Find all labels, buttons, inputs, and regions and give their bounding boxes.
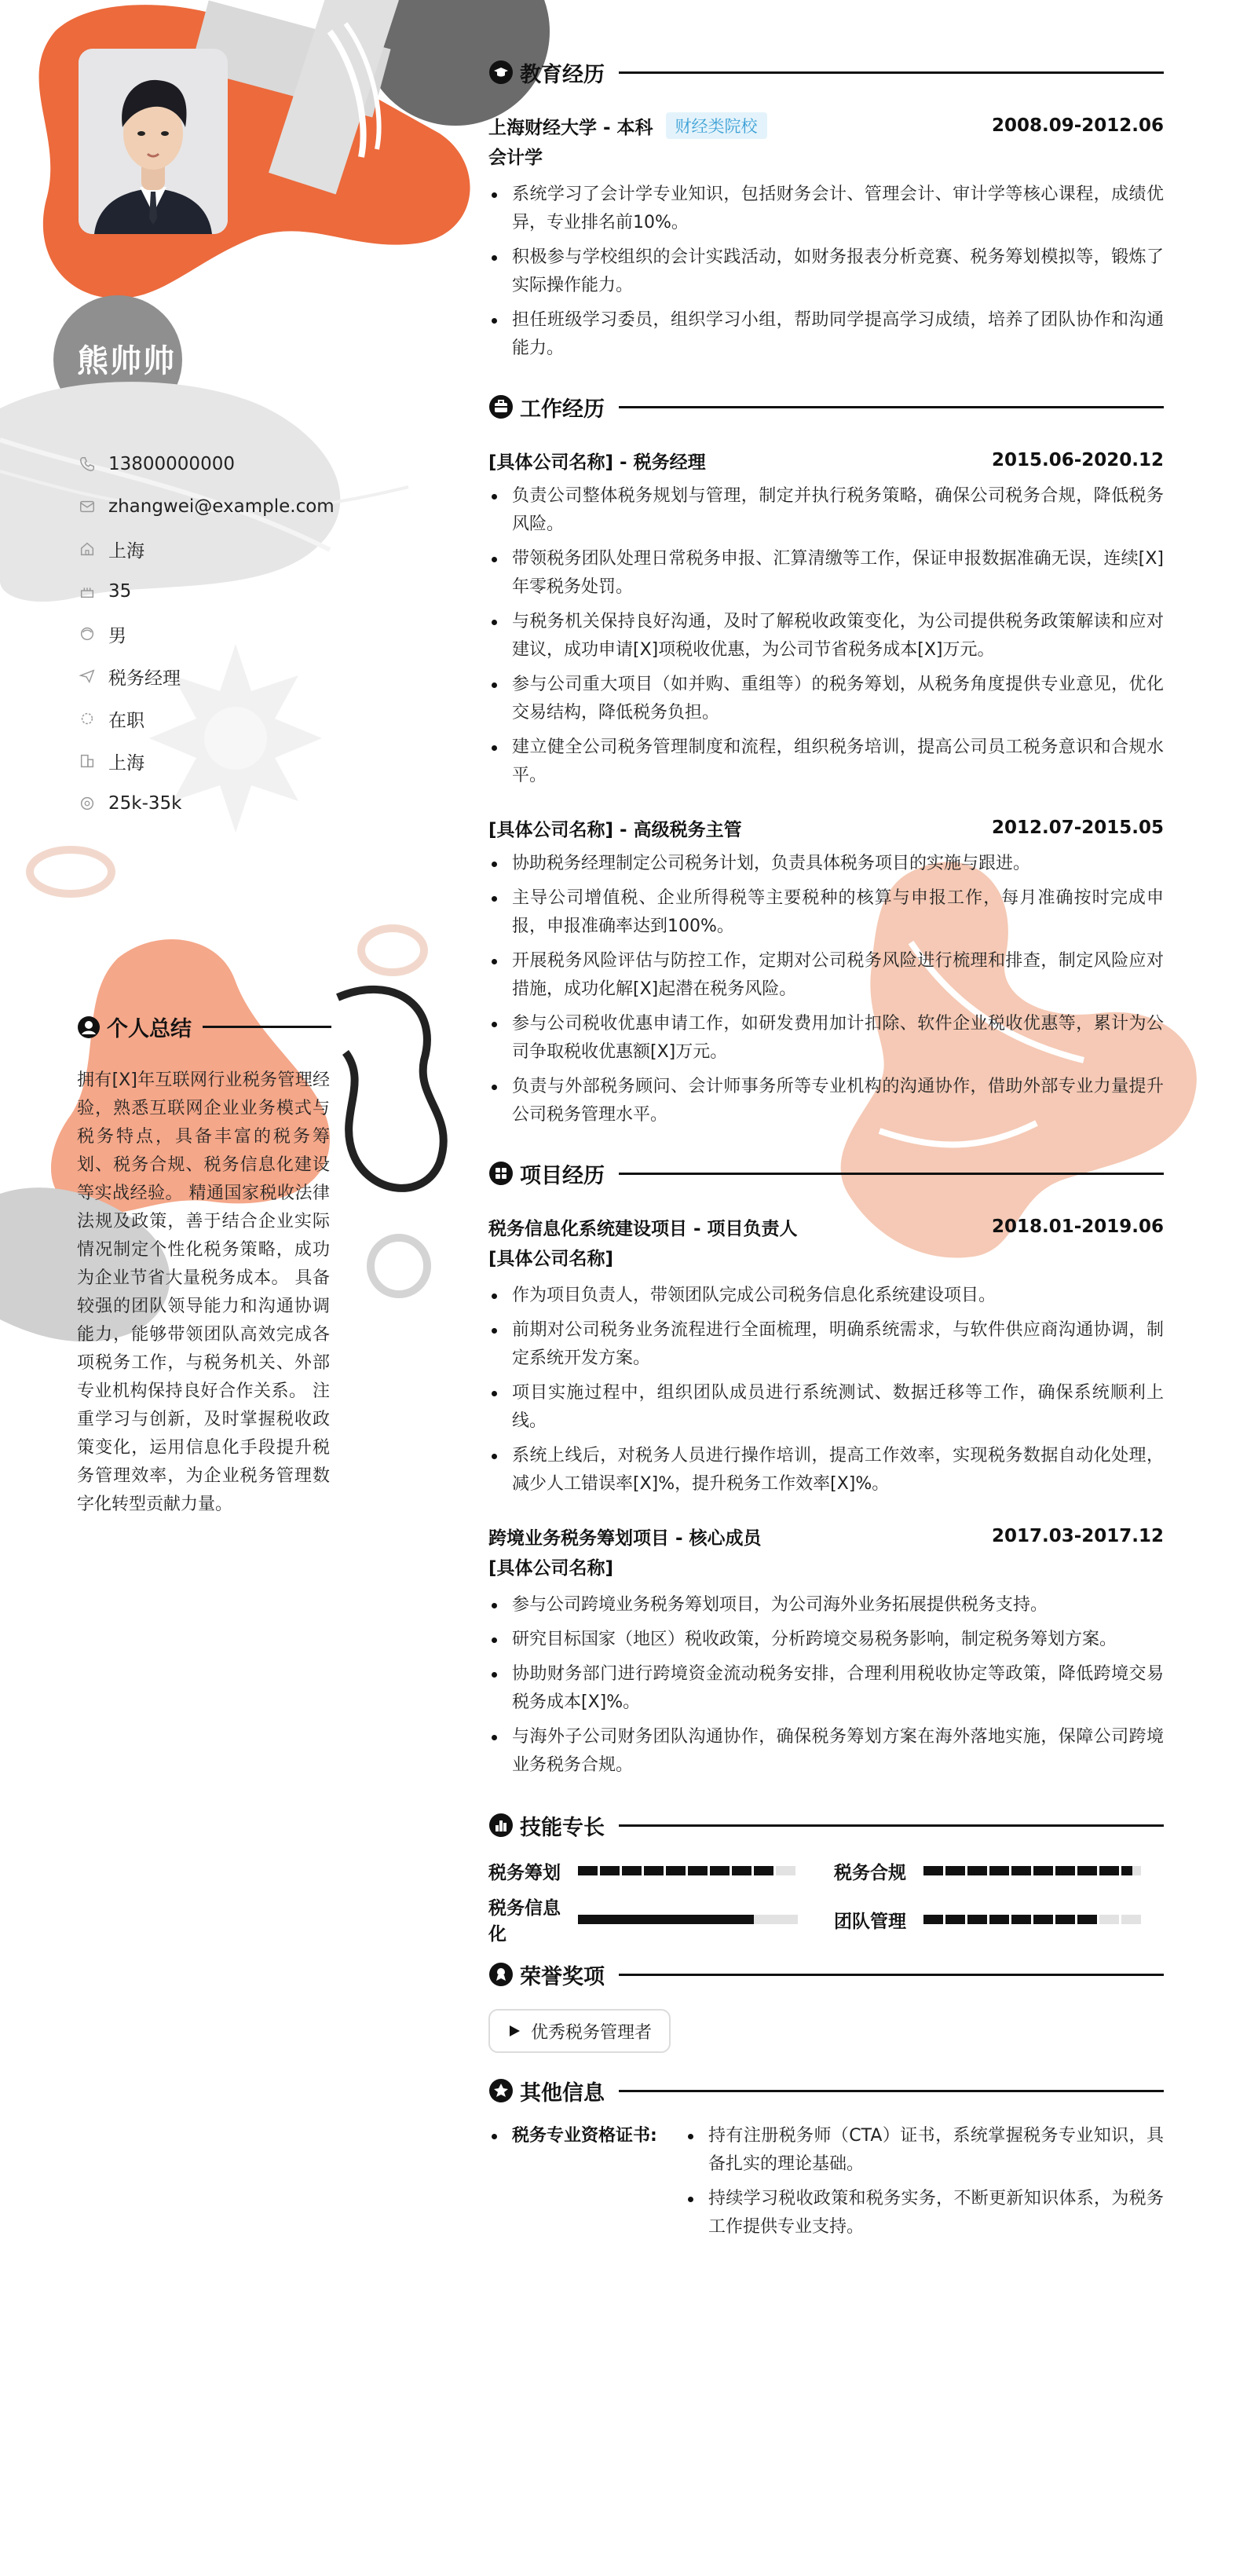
contact-phone-value: 13800000000 bbox=[108, 454, 235, 474]
candidate-name: 熊帅帅 bbox=[77, 343, 176, 379]
skills-header bbox=[488, 1808, 1164, 1842]
skills-divider bbox=[619, 1824, 1164, 1827]
education-divider bbox=[619, 71, 1164, 74]
summary-text: 拥有[X]年互联网行业税务管理经验，熟悉互联网企业业务模式与税务特点，具备丰富的税务筹划、税务合规、税务信息化建设等实战经验。 精通国家税收法律法规及政策，善于结合企业实际情况制定个性化税务策略，成功为企业节省大量税务成本。 具备较强的团队领导能力和沟通协调能力，能够带领团队高效完成各项税务工作，与税务机关、外部专业机构保持良好合作关系。 注重学习与创新，及时掌握税收政策变化，运用信息化手段提升税务管理效率，为企业税务管理数字化转型贡献力量。 bbox=[77, 1070, 330, 1514]
contact-age-value: 35 bbox=[108, 581, 132, 602]
skill-bar bbox=[578, 1915, 798, 1924]
medal-icon bbox=[488, 2078, 514, 2103]
list-item: 建立健全公司税务管理制度和流程，组织税务培训，提高公司员工税务意识和合规水平。 bbox=[488, 734, 1164, 790]
work-divider bbox=[619, 406, 1164, 408]
education-title: 教育经历 bbox=[520, 62, 605, 87]
contact-age bbox=[77, 570, 335, 613]
contact-status bbox=[77, 697, 335, 740]
list-item: 协助税务经理制定公司税务计划，负责具体税务项目的实施与跟进。 bbox=[488, 850, 1164, 878]
status-icon bbox=[77, 708, 97, 729]
contact-city bbox=[77, 740, 335, 782]
education-entry-header bbox=[488, 110, 1164, 141]
contact-target-job-value: 税务经理 bbox=[108, 668, 181, 689]
contact-phone bbox=[77, 443, 335, 485]
contact-home bbox=[77, 528, 335, 570]
skill-bar bbox=[923, 1915, 1143, 1924]
project-1-title: 税务信息化系统建设项目 - 项目负责人 bbox=[488, 1218, 798, 1239]
list-item: 参与公司跨境业务税务筹划项目，为公司海外业务拓展提供税务支持。 bbox=[488, 1591, 1164, 1619]
project-1-date: 2018.01-2019.06 bbox=[991, 1217, 1164, 1237]
project-2-header bbox=[488, 1520, 1164, 1552]
education-school bbox=[488, 112, 767, 139]
list-item: 负责与外部税务顾问、会计师事务所等专业机构的沟通协作，借助外部专业力量提升公司税务管理水平。 bbox=[488, 1073, 1164, 1129]
education-date: 2008.09-2012.06 bbox=[991, 115, 1164, 136]
skills-title: 技能专长 bbox=[520, 1815, 605, 1840]
education-header bbox=[488, 55, 1164, 90]
job-2-date: 2012.07-2015.05 bbox=[991, 818, 1164, 838]
education-tag: 财经类院校 bbox=[666, 112, 767, 139]
skill-name: 税务筹划 bbox=[488, 1862, 561, 1883]
contact-status-value: 在职 bbox=[108, 710, 144, 731]
project-2-company: [具体公司名称] bbox=[488, 1558, 614, 1579]
list-item: 与海外子公司财务团队沟通协作，确保税务筹划方案在海外落地实施，保障公司跨境业务税务合规。 bbox=[488, 1723, 1164, 1780]
list-item: 开展税务风险评估与防控工作，定期对公司税务风险进行梳理和排查，制定风险应对措施，成功化解[X]起潜在税务风险。 bbox=[488, 947, 1164, 1004]
list-item: 持续学习税收政策和税务实务，不断更新知识体系，为税务工作提供专业支持。 bbox=[685, 2185, 1164, 2241]
job-1-date: 2015.06-2020.12 bbox=[991, 450, 1164, 470]
other-divider bbox=[619, 2090, 1164, 2092]
age-icon bbox=[77, 581, 97, 602]
salary-icon bbox=[77, 793, 97, 814]
contact-gender-value: 男 bbox=[108, 625, 126, 646]
award-icon bbox=[488, 1962, 514, 1987]
job-1-title: [具体公司名称] - 税务经理 bbox=[488, 452, 706, 473]
list-item: 作为项目负责人，带领团队完成公司税务信息化系统建设项目。 bbox=[488, 1282, 1164, 1310]
main-content bbox=[488, 55, 1164, 2248]
contact-home-value: 上海 bbox=[108, 540, 144, 562]
avatar bbox=[79, 49, 228, 234]
skill-name: 团队管理 bbox=[834, 1911, 906, 1932]
summary-divider bbox=[203, 1026, 331, 1028]
work-title: 工作经历 bbox=[520, 397, 605, 422]
job-2-title: [具体公司名称] - 高级税务主管 bbox=[488, 819, 742, 840]
education-bullets bbox=[488, 181, 1164, 363]
work-section bbox=[488, 390, 1164, 1129]
skill-bar-fill bbox=[578, 1915, 754, 1924]
list-item: 积极参与学校组织的会计实践活动，如财务报表分析竞赛、税务筹划模拟等，锻炼了实际操作能力。 bbox=[488, 243, 1164, 300]
honors-title: 荣誉奖项 bbox=[520, 1964, 605, 1989]
list-item: 带领税务团队处理日常税务申报、汇算清缴等工作，保证申报数据准确无误，连续[X]年零税务处罚。 bbox=[488, 545, 1164, 602]
project-2-date: 2017.03-2017.12 bbox=[991, 1526, 1164, 1546]
other-section bbox=[488, 2073, 1164, 2248]
list-item: 前期对公司税务业务流程进行全面梳理，明确系统需求，与软件供应商沟通协调，制定系统开发方案。 bbox=[488, 1316, 1164, 1373]
list-item: 系统学习了会计学专业知识，包括财务会计、管理会计、审计学等核心课程，成绩优异，专业排名前10%。 bbox=[488, 181, 1164, 237]
other-header bbox=[488, 2073, 1164, 2108]
contact-gender bbox=[77, 613, 335, 655]
contact-target-job bbox=[77, 655, 335, 697]
city-icon bbox=[77, 751, 97, 771]
job-2-bullets bbox=[488, 850, 1164, 1129]
job-1-header bbox=[488, 445, 1164, 476]
skill-item bbox=[834, 1857, 1179, 1885]
skill-name: 税务合规 bbox=[834, 1862, 906, 1883]
skill-name: 税务信息化 bbox=[488, 1898, 561, 1945]
skill-bar bbox=[923, 1866, 1143, 1875]
home-icon bbox=[77, 539, 97, 559]
honors-header bbox=[488, 1957, 1164, 1992]
gender-icon bbox=[77, 624, 97, 644]
skill-item bbox=[488, 1898, 834, 1945]
skill-item bbox=[488, 1857, 834, 1885]
list-item: 持有注册税务师（CTA）证书，系统掌握税务专业知识，具备扎实的理论基础。 bbox=[685, 2122, 1164, 2179]
education-section bbox=[488, 55, 1164, 363]
avatar-illustration bbox=[79, 49, 228, 234]
list-item: 担任班级学习委员，组织学习小组，帮助同学提高学习成绩，培养了团队协作和沟通能力。 bbox=[488, 306, 1164, 363]
user-circle-icon bbox=[77, 1015, 101, 1039]
project-1-header bbox=[488, 1211, 1164, 1242]
grid-icon bbox=[488, 1161, 514, 1186]
phone-icon bbox=[77, 454, 97, 474]
list-item: 参与公司重大项目（如并购、重组等）的税务筹划，从税务角度提供专业意见，优化交易结构，降低税务负担。 bbox=[488, 671, 1164, 727]
email-icon bbox=[77, 496, 97, 517]
list-item: 系统上线后，对税务人员进行操作培训，提高工作效率，实现税务数据自动化处理，减少人工错误率[X]%，提升税务工作效率[X]%。 bbox=[488, 1442, 1164, 1498]
list-item: 主导公司增值税、企业所得税等主要税种的核算与申报工作，每月准确按时完成申报，申报准确率达到100%。 bbox=[488, 884, 1164, 941]
education-school-name: 上海财经大学 - 本科 bbox=[488, 117, 653, 138]
project-1-company: [具体公司名称] bbox=[488, 1249, 614, 1269]
skill-item bbox=[834, 1905, 1179, 1934]
honor-item-label: 优秀税务管理者 bbox=[531, 2022, 653, 2043]
honors-divider bbox=[619, 1974, 1164, 1976]
list-item: 参与公司税收优惠申请工作，如研发费用加计扣除、软件企业税收优惠等，累计为公司争取税收优惠额[X]万元。 bbox=[488, 1010, 1164, 1067]
list-item: 与税务机关保持良好沟通，及时了解税收政策变化，为公司提供税务政策解读和应对建议，成功申请[X]项税收优惠，为公司节省税务成本[X]万元。 bbox=[488, 608, 1164, 664]
project-2-bullets bbox=[488, 1591, 1164, 1780]
other-info-row bbox=[488, 2122, 1164, 2248]
contact-email bbox=[77, 485, 335, 528]
list-item: 负责公司整体税务规划与管理，制定并执行税务策略，确保公司税务合规，降低税务风险。 bbox=[488, 482, 1164, 539]
other-title: 其他信息 bbox=[520, 2080, 605, 2106]
honor-item bbox=[488, 2009, 671, 2053]
contact-list bbox=[77, 443, 335, 825]
job-2-header bbox=[488, 812, 1164, 843]
sidebar bbox=[0, 0, 440, 2576]
graduation-cap-icon bbox=[488, 60, 514, 85]
projects-title: 项目经历 bbox=[520, 1163, 605, 1188]
projects-divider bbox=[619, 1173, 1164, 1175]
contact-salary bbox=[77, 782, 335, 825]
list-item: 项目实施过程中，组织团队成员进行系统测试、数据迁移等工作，确保系统顺利上线。 bbox=[488, 1379, 1164, 1436]
bar-chart-icon bbox=[488, 1813, 514, 1838]
play-icon bbox=[507, 2024, 521, 2038]
summary-title: 个人总结 bbox=[107, 1017, 192, 1041]
project-2-title: 跨境业务税务筹划项目 - 核心成员 bbox=[488, 1528, 762, 1549]
contact-email-value: zhangwei@example.com bbox=[108, 496, 335, 517]
job-1-bullets bbox=[488, 482, 1164, 790]
work-header bbox=[488, 390, 1164, 424]
skill-bar bbox=[578, 1866, 798, 1875]
list-item: 协助财务部门进行跨境资金流动税务安排，合理利用税收协定等政策，降低跨境交易税务成本[X]%。 bbox=[488, 1660, 1164, 1717]
contact-salary-value: 25k-35k bbox=[108, 793, 182, 814]
projects-header bbox=[488, 1156, 1164, 1191]
contact-city-value: 上海 bbox=[108, 752, 144, 774]
list-item: 研究目标国家（地区）税收政策，分析跨境交易税务影响，制定税务筹划方案。 bbox=[488, 1626, 1164, 1654]
other-label: 税务专业资格证书: bbox=[488, 2122, 685, 2248]
other-bullets bbox=[685, 2122, 1164, 2248]
summary-header bbox=[77, 1012, 331, 1042]
education-major: 会计学 bbox=[488, 148, 543, 168]
projects-section bbox=[488, 1156, 1164, 1780]
project-1-bullets bbox=[488, 1282, 1164, 1498]
skills-grid bbox=[488, 1857, 1164, 1945]
target-job-icon bbox=[77, 666, 97, 686]
skills-section bbox=[488, 1808, 1164, 1945]
honors-section bbox=[488, 1957, 1164, 2053]
briefcase-icon bbox=[488, 394, 514, 419]
